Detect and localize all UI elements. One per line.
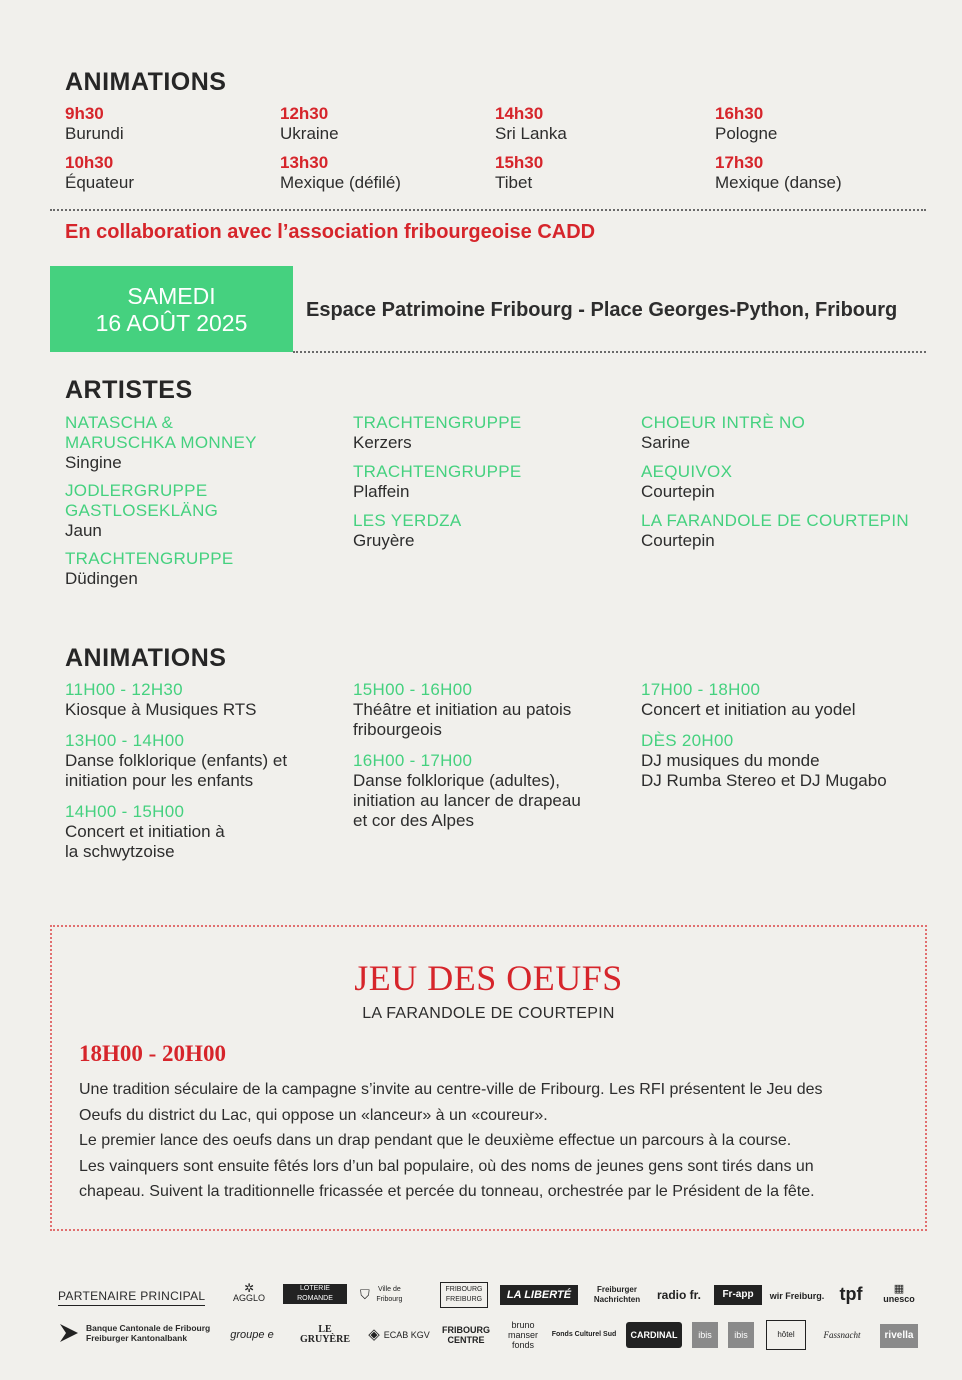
animation-desc: Théâtre et initiation au patois <box>353 700 572 719</box>
animation-desc: Kiosque à Musiques RTS <box>65 700 257 719</box>
schedule-item <box>65 153 134 193</box>
animation-desc: la schwytzoise <box>65 842 175 861</box>
artist-entry <box>353 462 633 502</box>
schedule-time: 12h30 <box>280 104 329 123</box>
ibis-budget-logo: ibis <box>728 1322 754 1348</box>
animation-entry <box>65 731 345 791</box>
artist-entry <box>65 413 345 473</box>
bank-emblem-icon <box>58 1322 80 1344</box>
artists-column-1 <box>65 413 345 589</box>
schedule-time: 16h30 <box>715 104 764 123</box>
bank-name-fr: Banque Cantonale de Fribourg <box>86 1323 211 1333</box>
schedule-time: 13h30 <box>280 153 329 172</box>
animation-desc: DJ Rumba Stereo et DJ Mugabo <box>641 771 887 790</box>
animations-heading-1: ANIMATIONS <box>65 68 227 96</box>
artist-name: LA FARANDOLE DE COURTEPIN <box>641 511 909 530</box>
schedule-label: Mexique (défilé) <box>280 173 401 192</box>
animation-desc: initiation au lancer de drapeau <box>353 791 581 810</box>
schedule-time: 10h30 <box>65 153 114 172</box>
animation-entry <box>641 731 941 791</box>
jeu-paragraph-line: Le premier lance des oeufs dans un drap pendant que le deuxième effectue un parcours à la course. <box>79 1132 792 1149</box>
agglo-star-icon: ✲ <box>243 1281 255 1295</box>
agglo-logo <box>228 1280 270 1306</box>
hotel-logo: hôtel <box>766 1320 806 1350</box>
artist-name: TRACHTENGRUPPE <box>65 549 234 568</box>
schedule-label: Pologne <box>715 124 778 143</box>
jeu-title: JEU DES OEUFS <box>354 958 623 998</box>
ecab-diamond-icon: ◈ <box>368 1326 380 1343</box>
jeu-paragraph-line: Les vainquers sont ensuite fêtés lors d’un bal populaire, où des noms de jeunes gens sont tirés dans un <box>79 1157 814 1175</box>
logo-text: Ville de Fribourg <box>376 1286 403 1303</box>
schedule-time: 9h30 <box>65 104 104 123</box>
jeu-subtitle: LA FARANDOLE DE COURTEPIN <box>362 1005 615 1022</box>
artists-column-3 <box>641 413 941 551</box>
artist-name: TRACHTENGRUPPE <box>353 413 522 432</box>
animation-entry <box>65 680 345 720</box>
animations-column-3 <box>641 680 941 791</box>
tpf-logo: tpf <box>839 1284 863 1304</box>
animation-time: 11H00 - 12H30 <box>65 680 183 699</box>
wir-freiburg-logo: wir Freiburg. <box>769 1291 825 1301</box>
ecab-kgv-logo <box>368 1323 430 1347</box>
venue-title: Espace Patrimoine Fribourg - Place Georges-Python, Fribourg <box>306 299 898 321</box>
artist-name: TRACHTENGRUPPE <box>353 462 522 481</box>
artist-entry <box>641 462 941 502</box>
rivella-logo: rivella <box>880 1324 918 1348</box>
bank-name-de: Freiburger Kantonalbank <box>86 1333 188 1343</box>
ibis-logo: ibis <box>692 1322 718 1348</box>
animations-column-2 <box>353 680 633 831</box>
animation-entry <box>353 680 633 740</box>
bank-name <box>86 1323 210 1343</box>
jeu-time: 18H00 - 20H00 <box>79 1041 226 1066</box>
date-date: 16 AOÛT 2025 <box>95 310 248 336</box>
schedule-label: Tibet <box>495 173 533 192</box>
schedule-item <box>65 104 124 144</box>
la-liberte-logo: LA LIBERTÉ <box>500 1285 578 1305</box>
date-badge <box>50 266 293 352</box>
artist-place: Courtepin <box>641 531 715 550</box>
fribourg-freiburg-logo: FRIBOURG FREIBURG <box>440 1282 488 1308</box>
unesco-logo <box>878 1280 920 1308</box>
artist-name: CHOEUR INTRÈ NO <box>641 413 806 432</box>
animation-desc: initiation pour les enfants <box>65 771 254 790</box>
artist-place: Plaffein <box>353 482 410 501</box>
bruno-manser-fonds-logo: bruno manser fonds <box>507 1320 538 1350</box>
schedule-label: Sri Lanka <box>495 124 567 143</box>
animation-desc: DJ musiques du monde <box>641 751 820 770</box>
artist-place: Kerzers <box>353 433 412 452</box>
bank-logo <box>58 1322 210 1344</box>
logo-text: unesco <box>883 1294 915 1304</box>
fonds-culturel-sud-logo: Fonds Culturel Sud <box>551 1331 617 1338</box>
schedule-label: Burundi <box>65 124 124 143</box>
logo-text: AGGLO <box>232 1293 265 1303</box>
schedule-item <box>715 153 842 193</box>
artist-place: Düdingen <box>65 569 138 588</box>
artist-entry <box>65 481 345 541</box>
animation-time: 16H00 - 17H00 <box>353 751 473 770</box>
animation-desc: Concert et initiation à <box>65 822 225 841</box>
animation-entry <box>353 751 633 831</box>
divider <box>50 209 926 211</box>
artist-name: AEQUIVOX <box>641 462 733 481</box>
artist-place: Jaun <box>65 521 102 540</box>
artists-heading: ARTISTES <box>65 376 193 404</box>
animation-time: 13H00 - 14H00 <box>65 731 185 750</box>
schedule-time: 15h30 <box>495 153 544 172</box>
shield-icon: ⛉ <box>360 1287 370 1302</box>
collaboration-note: En collaboration avec l’association fribourgeoise CADD <box>65 221 596 243</box>
artist-entry <box>641 413 941 453</box>
animation-desc: et cor des Alpes <box>353 811 474 830</box>
schedule-item <box>715 104 777 144</box>
artist-name: MARUSCHKA MONNEY <box>65 433 257 452</box>
animation-desc: Concert et initiation au yodel <box>641 700 856 719</box>
jeu-paragraph-line: chapeau. Suivent la traditionnelle fricassée et percée du tonneau, orchestrée par le Président de la fête. <box>79 1183 815 1200</box>
cardinal-logo: CARDINAL <box>626 1322 682 1348</box>
fr-app-logo: Fr-app <box>714 1285 762 1305</box>
unesco-temple-icon: ▦ <box>893 1283 905 1295</box>
fassnacht-logo: Fassnacht <box>823 1330 861 1340</box>
schedule-item <box>495 153 543 193</box>
schedule-time: 17h30 <box>715 153 764 172</box>
animation-entry <box>65 802 345 862</box>
animation-desc: Danse folklorique (enfants) et <box>65 751 288 770</box>
schedule-item <box>280 104 339 144</box>
fribourg-centre-logo: FRIBOURG CENTRE <box>442 1325 490 1345</box>
artists-column-2 <box>353 413 633 551</box>
schedule-label: Ukraine <box>280 124 339 143</box>
animation-time: DÈS 20H00 <box>641 731 734 750</box>
artist-name: JODLERGRUPPE <box>65 481 208 500</box>
artist-name: GASTLOSEKLÄNG <box>65 501 219 520</box>
schedule-item <box>495 104 567 144</box>
animations-grid-1 <box>65 104 945 199</box>
animations-column-1 <box>65 680 345 862</box>
logo-text: ECAB KGV <box>383 1330 430 1340</box>
date-day: SAMEDI <box>127 283 216 309</box>
animation-time: 15H00 - 16H00 <box>353 680 473 699</box>
jeu-paragraph-line: Une tradition séculaire de la campagne s’invite au centre-ville de Fribourg. Les RFI présentent le Jeu des <box>79 1081 823 1098</box>
artist-entry <box>641 511 941 551</box>
animation-entry <box>641 680 941 720</box>
animation-desc: Danse folklorique (adultes), <box>353 771 560 790</box>
divider <box>293 351 926 353</box>
schedule-item <box>280 153 401 193</box>
artist-entry <box>353 413 633 453</box>
schedule-label: Mexique (danse) <box>715 173 842 192</box>
ville-fribourg-logo <box>360 1284 406 1306</box>
radio-fr-logo: radio fr. <box>656 1288 701 1302</box>
artist-place: Courtepin <box>641 482 715 501</box>
jeu-des-oeufs-box <box>50 925 927 1231</box>
animations-heading-2: ANIMATIONS <box>65 644 227 672</box>
loterie-romande-logo: LOTERIE ROMANDE <box>283 1284 347 1304</box>
schedule-label: Équateur <box>65 173 134 192</box>
artist-place: Sarine <box>641 433 691 452</box>
artist-name: NATASCHA & <box>65 413 174 432</box>
artist-name: LES YERDZA <box>353 511 462 530</box>
schedule-time: 14h30 <box>495 104 544 123</box>
freiburger-nachrichten-logo: Freiburger Nachrichten <box>593 1285 641 1304</box>
jeu-paragraph-line: Oeufs du district du Lac, qui oppose un «lanceur» à un «coureur». <box>79 1106 548 1124</box>
artist-place: Singine <box>65 453 122 472</box>
groupe-e-logo: groupe e <box>230 1329 274 1341</box>
le-gruyere-logo: LE GRUYÈRE <box>299 1324 350 1345</box>
animation-desc: fribourgeois <box>353 720 442 739</box>
artist-place: Gruyère <box>353 531 415 550</box>
main-partner-label: PARTENAIRE PRINCIPAL <box>58 1289 205 1306</box>
jeu-description <box>79 1077 901 1205</box>
artist-entry <box>65 549 345 589</box>
animation-time: 17H00 - 18H00 <box>641 680 761 699</box>
artist-entry <box>353 511 633 551</box>
animation-time: 14H00 - 15H00 <box>65 802 185 821</box>
